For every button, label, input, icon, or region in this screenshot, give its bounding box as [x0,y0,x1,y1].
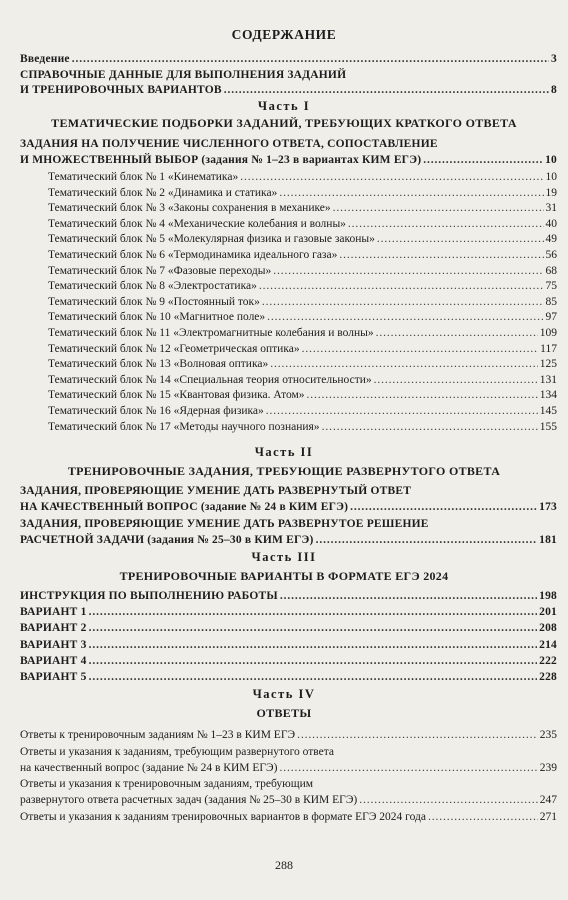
toc-entry-block-6[interactable] [48,248,557,262]
toc-page: 31 [545,202,557,215]
toc-page: 97 [545,311,557,324]
toc-label: ВАРИАНТ 5 [20,671,87,683]
part4-label: Часть IV [252,687,316,701]
toc-entry-part2-s1[interactable] [20,500,557,514]
toc-page: 109 [539,327,557,339]
toc-entry-block-8[interactable] [48,279,557,293]
toc-page: 155 [539,420,557,433]
toc-label: Тематический блок № 2 «Динамика и статика» [48,186,278,199]
toc-label: Введение [20,53,70,65]
toc-entry-block-1[interactable] [48,170,557,184]
toc-entry-block-9[interactable] [48,295,557,309]
toc-page: 85 [545,295,557,308]
part1-section-line1[interactable]: ЗАДАНИЯ НА ПОЛУЧЕНИЕ ЧИСЛЕННОГО ОТВЕТА, СОПОСТАВЛЕНИЕ [20,138,438,150]
toc-entry-block-10[interactable] [48,310,557,324]
toc-page: 49 [545,233,557,246]
toc-page: 145 [539,405,557,417]
toc-entry-variant-1[interactable] [20,589,557,603]
toc-label: Ответы к тренировочным заданиям № 1–23 в КИМ ЕГЭ [20,729,296,741]
toc-entry-part1-section[interactable] [20,153,557,167]
toc-entry-block-16[interactable] [48,404,557,418]
toc-entry-variant-3[interactable] [20,621,557,635]
toc-entry-block-17[interactable] [48,420,557,434]
toc-label: Тематический блок № 11 «Электромагнитные колебания и волны» [48,327,374,339]
toc-label: Ответы и указания к заданиям тренировочных вариантов в формате ЕГЭ 2024 года [20,811,426,823]
toc-entry-block-7[interactable] [48,264,557,278]
toc-page: 222 [539,654,557,667]
toc-entry-block-2[interactable] [48,186,557,200]
toc-page: 208 [539,622,557,635]
toc-entry-answers-1[interactable] [20,728,557,742]
toc-label: на качественный вопрос (задание № 24 в КИМ ЕГЭ) [20,762,278,774]
toc-page: 201 [539,606,557,619]
part2-s1-line1[interactable]: ЗАДАНИЯ, ПРОВЕРЯЮЩИЕ УМЕНИЕ ДАТЬ РАЗВЕРНУТЫЙ ОТВЕТ [20,485,412,497]
toc-entry-intro[interactable] [20,52,557,66]
toc-page: 125 [539,358,557,371]
toc-page: 3 [551,53,557,65]
toc-entry-block-11[interactable] [48,326,557,340]
toc-entry-part2-s2[interactable] [20,533,557,547]
toc-label: И ТРЕНИРОВОЧНЫХ ВАРИАНТОВ [20,84,222,96]
toc-label: Тематический блок № 14 «Специальная теория относительности» [48,373,372,386]
toc-entry-block-15[interactable] [48,388,557,402]
toc-label: Тематический блок № 12 «Геометрическая оптика» [48,342,300,355]
toc-page: 214 [539,638,557,651]
toc-entry-answers-3[interactable] [20,793,557,807]
toc-entry-variant-2[interactable] [20,605,557,619]
toc-entry-answers-2[interactable] [20,761,557,775]
part4-heading: ОТВЕТЫ [256,706,312,720]
toc-label: Тематический блок № 6 «Термодинамика идеального газа» [48,249,338,261]
toc-page: 181 [539,534,557,546]
part2-label: Часть II [254,445,314,459]
toc-page: 68 [545,264,557,277]
toc-label: Тематический блок № 8 «Электростатика» [48,280,257,293]
toc-entry-block-4[interactable] [48,217,557,231]
toc-page: 228 [539,671,557,683]
toc-page: 75 [545,280,557,293]
toc-page: 239 [539,762,557,774]
part1-heading: ТЕМАТИЧЕСКИЕ ПОДБОРКИ ЗАДАНИЙ, ТРЕБУЮЩИХ КРАТКОГО ОТВЕТА [51,116,517,130]
toc-label: НА КАЧЕСТВЕННЫЙ ВОПРОС (задание № 24 в КИМ ЕГЭ) [20,501,349,513]
toc-entry-reference[interactable] [20,83,557,97]
page-number: 288 [275,858,293,872]
part2-heading: ТРЕНИРОВОЧНЫЕ ЗАДАНИЯ, ТРЕБУЮЩИЕ РАЗВЕРНУТОГО ОТВЕТА [67,464,501,478]
toc-entry-block-3[interactable] [48,201,557,215]
toc-label: Тематический блок № 1 «Кинематика» [48,171,239,183]
toc-label: Тематический блок № 7 «Фазовые переходы» [48,264,272,277]
toc-page: 10 [545,154,557,166]
toc-page: 19 [545,186,557,199]
toc-page: 8 [551,84,557,96]
page-title: СОДЕРЖАНИЕ [231,27,337,42]
toc-entry-block-14[interactable] [48,373,557,387]
toc-label: Тематический блок № 16 «Ядерная физика» [48,405,264,417]
part3-label: Часть III [251,550,317,564]
toc-page: 173 [539,501,557,513]
toc-page: 10 [545,171,557,183]
part1-label: Часть I [257,99,311,113]
answers-3-line1[interactable]: Ответы и указания к тренировочным заданиям, требующим [20,778,314,790]
toc-label: Тематический блок № 5 «Молекулярная физика и газовые законы» [48,233,375,246]
toc-page: 235 [539,729,557,741]
toc-page: 56 [545,249,557,261]
toc-page: 271 [539,811,557,823]
toc-page: 131 [539,373,557,386]
toc-page: 247 [539,794,557,806]
toc-label: Тематический блок № 13 «Волновая оптика» [48,358,269,371]
toc-label: ВАРИАНТ 4 [20,654,87,667]
toc-entry-variant-6[interactable] [20,670,557,684]
part2-s2-line1[interactable]: ЗАДАНИЯ, ПРОВЕРЯЮЩИЕ УМЕНИЕ ДАТЬ РАЗВЕРНУТОЕ РЕШЕНИЕ [20,518,429,530]
toc-page: 40 [545,217,557,230]
toc-label: ИНСТРУКЦИЯ ПО ВЫПОЛНЕНИЮ РАБОТЫ [20,590,278,602]
toc-page: 198 [539,590,557,602]
toc-label: ВАРИАНТ 3 [20,638,87,651]
toc-label: РАСЧЕТНОЙ ЗАДАЧИ (задания № 25–30 в КИМ ЕГЭ) [20,534,314,546]
toc-label: Тематический блок № 9 «Постоянный ток» [48,295,260,308]
toc-entry-variant-5[interactable] [20,654,557,668]
toc-entry-block-12[interactable] [48,342,557,356]
toc-label: ВАРИАНТ 1 [20,606,87,619]
toc-label: развернутого ответа расчетных задач (задания № 25–30 в КИМ ЕГЭ) [20,794,358,806]
answers-2-line1[interactable]: Ответы и указания к заданиям, требующим развернутого ответа [20,746,335,758]
toc-entry-reference-line1[interactable]: СПРАВОЧНЫЕ ДАННЫЕ ДЛЯ ВЫПОЛНЕНИЯ ЗАДАНИЙ [20,69,347,81]
toc-label: ВАРИАНТ 2 [20,622,87,635]
toc-entry-variant-4[interactable] [20,638,557,652]
toc-label: И МНОЖЕСТВЕННЫЙ ВЫБОР (задания № 1–23 в вариантах КИМ ЕГЭ) [20,154,422,166]
toc-entry-answers-4[interactable] [20,810,557,824]
part3-heading: ТРЕНИРОВОЧНЫЕ ВАРИАНТЫ В ФОРМАТЕ ЕГЭ 2024 [119,569,449,583]
toc-label: Тематический блок № 3 «Законы сохранения в механике» [48,202,331,215]
toc-label: Тематический блок № 17 «Методы научного познания» [48,420,320,433]
toc-label: Тематический блок № 4 «Механические колебания и волны» [48,217,346,230]
toc-page: 134 [539,389,557,402]
toc-entry-block-13[interactable] [48,357,557,371]
toc-label: Тематический блок № 10 «Магнитное поле» [48,311,266,324]
toc-entry-block-5[interactable] [48,232,557,246]
toc-label: Тематический блок № 15 «Квантовая физика. Атом» [48,389,305,402]
toc-page: 117 [540,342,557,355]
